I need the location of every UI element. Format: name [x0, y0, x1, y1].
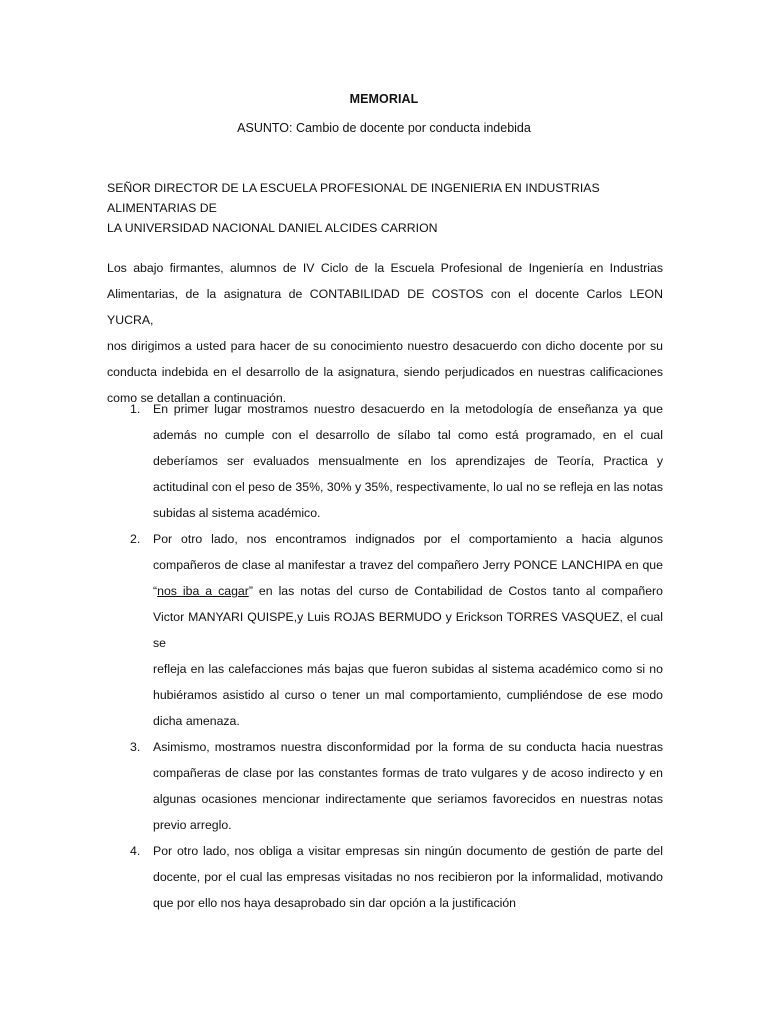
item-line: refleja en las calefacciones más bajas que fueron subidas al sistema académico como si no [153, 662, 663, 676]
item-line: previo arreglo. [153, 818, 232, 832]
item-number: 1. [130, 402, 141, 416]
list-item [107, 526, 663, 734]
item-line: que por ello nos haya desaprobado sin dar opción a la justificación [153, 896, 516, 910]
complaints-list [107, 396, 663, 916]
quoted-phrase: nos iba a cagar [157, 584, 249, 598]
item-number: 3. [130, 740, 141, 754]
item-number: 2. [130, 532, 141, 546]
item-line: algunas ocasiones mencionar indirectamente que seriamos favorecidos en nuestras notas [153, 792, 663, 806]
item-number: 4. [130, 844, 141, 858]
item-line: Por otro lado, nos encontramos indignados por el comportamiento a hacia algunos [153, 532, 663, 546]
item-line: subidas al sistema académico. [153, 506, 321, 520]
intro-line: conducta indebida en el desarrollo de la asignatura, siendo perjudicados en nuestras calificaciones [107, 365, 663, 379]
item-line: deberíamos ser evaluados mensualmente en los aprendizajes de Teoría, Practica y [153, 454, 663, 468]
intro-line: nos dirigimos a usted para hacer de su conocimiento nuestro desacuerdo con dicho docente por su [107, 339, 663, 353]
intro-paragraph [107, 255, 663, 411]
item-line: Victor MANYARI QUISPE,y Luis ROJAS BERMUDO y Erickson TORRES VASQUEZ, el cual se [153, 610, 663, 650]
item-line-quote: “nos iba a cagar” en las notas del curso de Contabilidad de Costos tanto al compañero [153, 584, 663, 598]
item-line: además no cumple con el desarrollo de sílabo tal como está programado, en el cual [153, 428, 663, 442]
item-line: docente, por el cual las empresas visitadas no nos recibieron por la informalidad, motivando [153, 870, 663, 884]
item-line: actitudinal con el peso de 35%, 30% y 35%, respectivamente, lo ual no se refleja en las notas [153, 480, 663, 494]
list-item [107, 396, 663, 526]
item-line: Por otro lado, nos obliga a visitar empresas sin ningún documento de gestión de parte del [153, 844, 663, 858]
list-item [107, 838, 663, 916]
item-line: compañeras de clase por las constantes formas de trato vulgares y de acoso indirecto y en [153, 766, 663, 780]
list-item [107, 734, 663, 838]
item-line: dicha amenaza. [153, 714, 240, 728]
item-line: hubiéramos asistido al curso o tener un mal comportamiento, cumpliéndose de ese modo [153, 688, 663, 702]
intro-line: Alimentarias, de la asignatura de CONTABILIDAD DE COSTOS con el docente Carlos LEON YUCRA, [107, 287, 663, 327]
addressee-block [107, 178, 663, 238]
intro-line: como se detallan a continuación. [107, 391, 287, 405]
item-line: compañeros de clase al manifestar a travez del compañero Jerry PONCE LANCHIPA en que [153, 558, 663, 572]
item-line: En primer lugar mostramos nuestro desacuerdo en la metodología de enseñanza ya que [153, 402, 663, 416]
document-title: MEMORIAL [349, 92, 419, 106]
addressee-line: LA UNIVERSIDAD NACIONAL DANIEL ALCIDES CARRION [107, 221, 438, 235]
item-line: Asimismo, mostramos nuestra disconformidad por la forma de su conducta hacia nuestras [153, 740, 663, 754]
intro-line: Los abajo firmantes, alumnos de IV Ciclo de la Escuela Profesional de Ingeniería en Industrias [107, 261, 663, 275]
document-subject: ASUNTO: Cambio de docente por conducta indebida [237, 121, 531, 135]
addressee-line: SEÑOR DIRECTOR DE LA ESCUELA PROFESIONAL DE INGENIERIA EN INDUSTRIAS ALIMENTARIAS DE [107, 181, 600, 215]
